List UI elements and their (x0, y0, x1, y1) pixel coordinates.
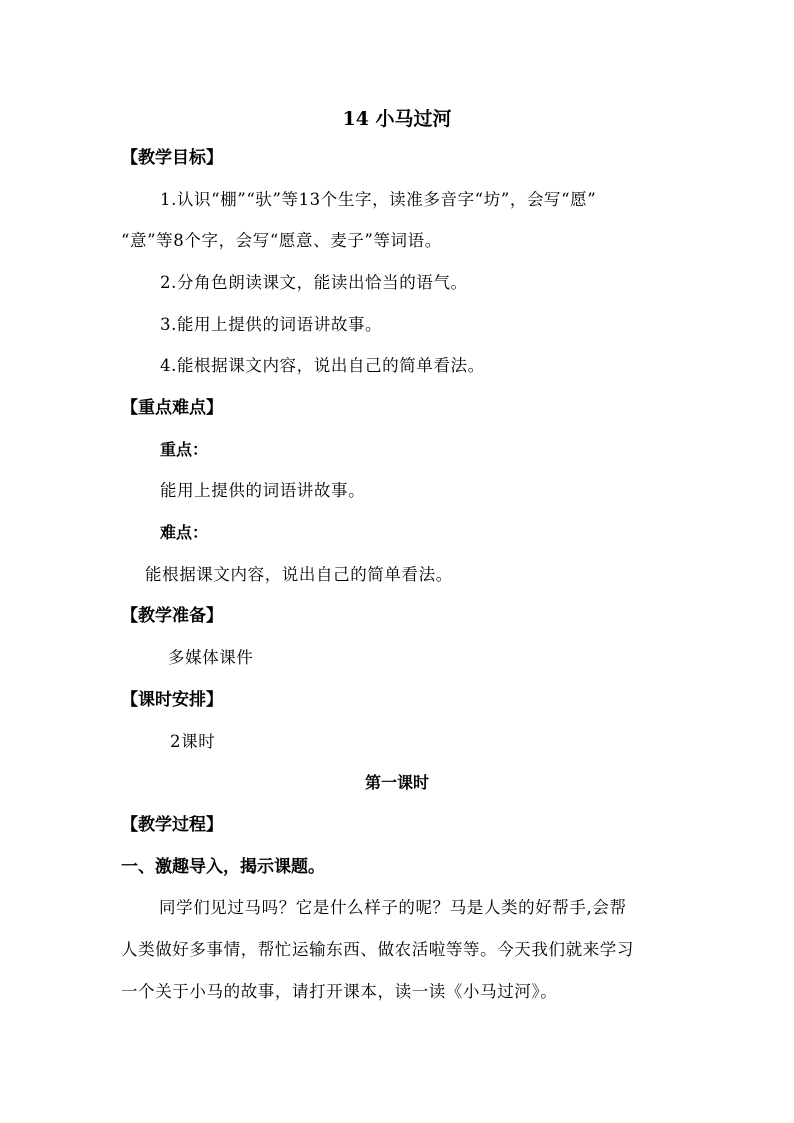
lesson-one-title: 第一课时 (364, 773, 429, 792)
teaching-goals-heading: 【教学目标】 (121, 148, 223, 168)
key-point-text: 能用上提供的词语讲故事。 (160, 481, 366, 500)
difficult-point-text: 能根据课文内容，说出自己的简单看法。 (145, 565, 453, 584)
teaching-goal-item-1-continued: “意”等8个字，会写“愿意、麦子”等词语。 (121, 231, 442, 250)
teaching-goal-item-3: 3.能用上提供的词语讲故事。 (160, 315, 383, 334)
key-points-heading: 【重点难点】 (121, 398, 223, 418)
preparation-heading: 【教学准备】 (121, 606, 223, 626)
preparation-text: 多媒体课件 (168, 648, 254, 667)
teaching-goal-item-4: 4.能根据课文内容，说出自己的简单看法。 (160, 356, 485, 375)
intro-paragraph-line-2: 人类做好多事情，帮忙运输东西、做农活啦等等。今天我们就来学习 (121, 940, 634, 959)
schedule-heading: 【课时安排】 (121, 690, 223, 710)
teaching-process-heading: 【教学过程】 (121, 815, 223, 835)
teaching-goal-item-2: 2.分角色朗读课文，能读出恰当的语气。 (160, 273, 468, 292)
step-one-title: 一、激趣导入，揭示课题。 (121, 857, 325, 877)
intro-paragraph-line-3: 一个关于小马的故事，请打开课本，读一读《小马过河》。 (121, 982, 558, 1001)
teaching-goal-item-1: 1.认识“棚”“驮”等13个生字，读准多音字“坊”，会写“愿” (160, 190, 597, 209)
key-point-label: 重点： (160, 440, 209, 459)
intro-paragraph-line-1: 同学们见过马吗？它是什么样子的呢？马是人类的好帮手,会帮 (159, 898, 627, 917)
document-title: 14 小马过河 (342, 108, 452, 130)
schedule-text: 2课时 (170, 732, 216, 751)
difficult-point-label: 难点： (160, 523, 209, 542)
